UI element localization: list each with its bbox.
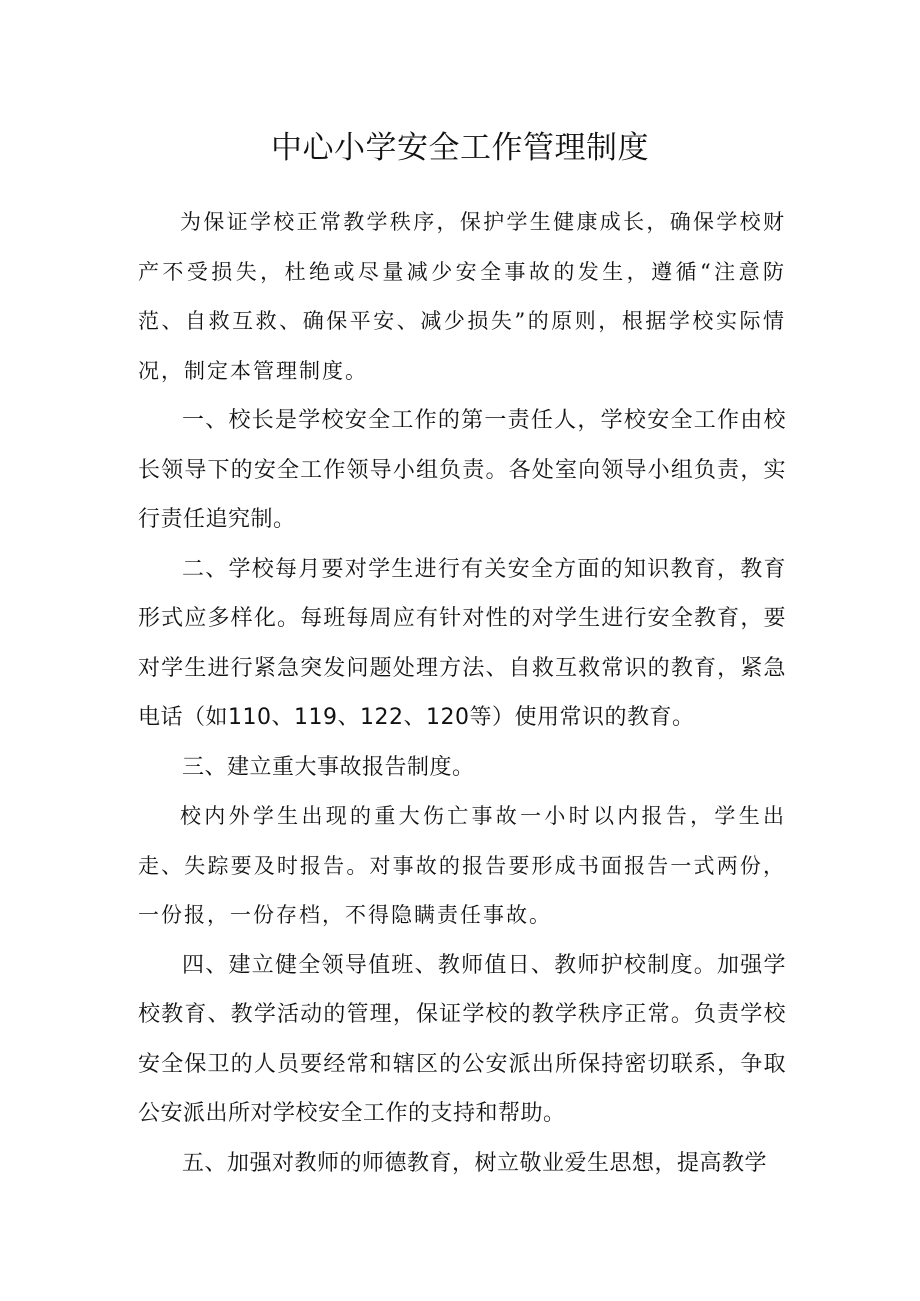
document-title: 中心小学安全工作管理制度: [271, 130, 649, 166]
document-body: [138, 198, 786, 1188]
intro-paragraph: 为保证学校正常教学秩序，保护学生健康成长，确保学校财产不受损失，杜绝或尽量减少安全事故的发生，遵循“注意防范、自救互救、确保平安、减少损失”的原则，根据学校实际情况，制定本管理制度。: [138, 210, 786, 383]
clause-1-paragraph: 一、校长是学校安全工作的第一责任人，学校安全工作由校长领导下的安全工作领导小组负责。各处室向领导小组负责，实行责任追究制。: [138, 408, 786, 532]
clause-4-paragraph: 四、建立健全领导值班、教师值日、教师护校制度。加强学校教育、教学活动的管理，保证学校的教学秩序正常。负责学校安全保卫的人员要经常和辖区的公安派出所保持密切联系，争取公安派出所对学校安全工作的支持和帮助。: [138, 952, 786, 1126]
clause-3-heading: 三、建立重大事故报告制度。: [182, 754, 475, 780]
clause-3-detail-paragraph: 校内外学生出现的重大伤亡事故一小时以内报告，学生出走、失踪要及时报告。对事故的报告要形成书面报告一式两份，一份报，一份存档，不得隐瞒责任事故。: [138, 804, 786, 927]
clause-2-paragraph: 二、学校每月要对学生进行有关安全方面的知识教育，教育形式应多样化。每班每周应有针对性的对学生进行安全教育，要对学生进行紧急突发问题处理方法、自救互救常识的教育，紧急电话（如110、119、122、120等）使用常识的教育。: [138, 556, 786, 730]
clause-5-paragraph: 五、加强对教师的师德教育，树立敬业爱生思想，提高教学: [182, 1150, 768, 1176]
